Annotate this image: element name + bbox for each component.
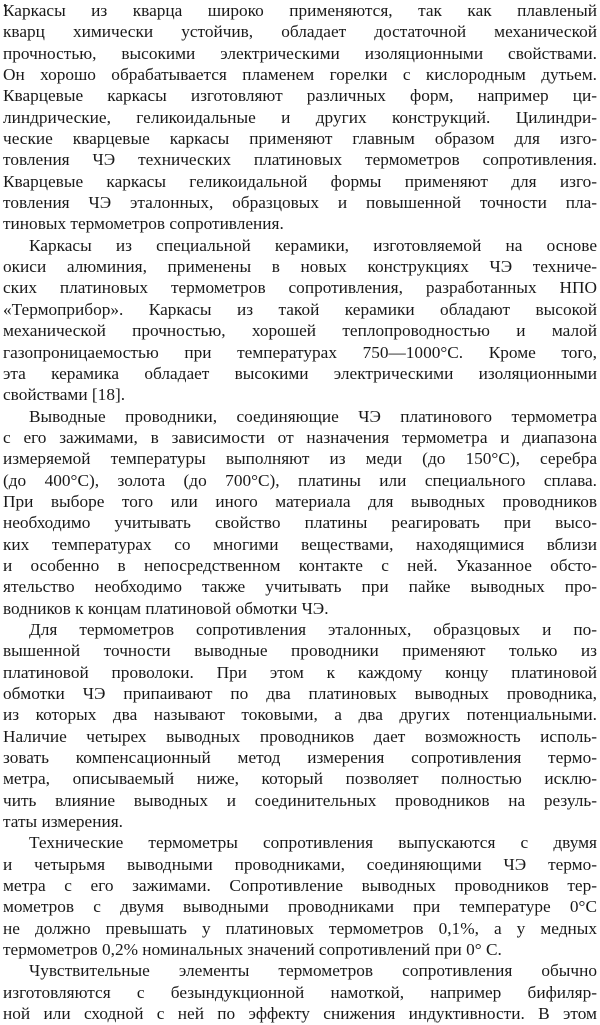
text-line: ческие кварцевые каркасы применяют главным образом для изго- <box>3 129 597 149</box>
text-line: ких температурах со многими веществами, находящимися вблизи <box>3 534 597 554</box>
text-line: метра с его зажимами. Сопротивление выводных проводников тер- <box>3 876 597 896</box>
text-line: Для термометров сопротивления эталонных, образцовых и по- <box>29 619 597 639</box>
text-line: ной или сходной с ней по эффекту снижения индуктивности. В этом <box>3 1004 597 1024</box>
text-line: из которых два называют токовыми, а два других потенциальными. <box>3 705 597 725</box>
text-line: товления ЧЭ эталонных, образцовых и повышенной точности пла- <box>3 193 597 213</box>
paragraph-technical-thermometers <box>3 832 597 960</box>
text-line: таты измерения. <box>3 812 123 832</box>
text-line: обмотки ЧЭ припаивают по два платиновых выводных проводника, <box>3 684 597 703</box>
text-line: измеряемой температуры выполняют из меди (до 150°С), серебра <box>3 449 597 469</box>
paragraph-lead-wires <box>3 406 597 619</box>
text-line: товления ЧЭ технических платиновых термометров сопротивления. <box>3 150 597 170</box>
text-line: Он хорошо обрабатывается пламенем горелки с кислородным дутьем. <box>3 65 597 85</box>
text-line: «Термоприбор». Каркасы из такой керамики обладают высокой <box>3 299 597 319</box>
text-line: не должно превышать у платиновых термометров 0,1%, а у медных <box>3 918 597 938</box>
paragraph-ceramic-frames <box>3 235 597 406</box>
text-line: свойствами [18]. <box>3 385 126 405</box>
text-line: и особенно в непосредственном контакте с ней. Указанное обсто- <box>3 555 597 575</box>
text-line: Каркасы из специальной керамики, изготовляемой на основе <box>29 235 597 255</box>
text-line: чить влияние выводных и соединительных проводников на резуль- <box>3 790 597 810</box>
text-line: с его зажимами, в зависимости от назначения термометра и диапазона <box>3 427 597 447</box>
text-line: При выборе того или иного материала для выводных проводников <box>3 491 597 511</box>
text-line: Чувствительные элементы термометров сопротивления обычно <box>29 961 597 981</box>
text-line: изготовляются с безындукционной намоткой, например бифиляр- <box>3 982 597 1002</box>
text-line: (до 400°С), золота (до 700°С), платины или специального сплава. <box>3 470 597 490</box>
text-line: Кварцевые каркасы геликоидальной формы применяют для изго- <box>3 171 597 191</box>
text-line: необходимо учитывать свойство платины реагировать при высо- <box>3 513 597 533</box>
paragraph-quartz-frames <box>3 0 597 235</box>
text-line: и четырьмя выводными проводниками, соединяющими ЧЭ термо- <box>3 854 597 874</box>
text-line: водников к концам платиновой обмотки ЧЭ. <box>3 598 329 618</box>
text-line: линдрические, геликоидальные и других конструкций. Цилиндри- <box>3 107 597 127</box>
text-line: газопроницаемостью при температурах 750—1000°С. Кроме того, <box>3 342 597 362</box>
text-line: Технические термометры сопротивления выпускаются с двумя <box>29 833 597 853</box>
text-line: тиновых термометров сопротивления. <box>3 214 284 234</box>
text-line: платиновой проволоки. При этом к каждому концу платиновой <box>3 662 597 682</box>
text-line: зовать компенсационный метод измерения сопротивления термо- <box>3 748 597 768</box>
paragraph-platinum-wires <box>3 619 597 832</box>
text-line: метра, описываемый ниже, который позволяет полностью исклю- <box>3 769 597 789</box>
text-line: Каркасы из кварца широко применяются, так как плавленый <box>3 1 597 20</box>
text-line: вышенной точности выводные проводники применяют только из <box>3 641 597 661</box>
text-line: мометров с двумя выводными проводниками при температуре 0°С <box>3 897 597 917</box>
text-line: ских платиновых термометров сопротивления, разработанных НПО <box>3 278 597 298</box>
text-line: кварц химически устойчив, обладает достаточной механической <box>3 22 597 42</box>
text-line: Выводные проводники, соединяющие ЧЭ платинового термометра <box>29 406 597 426</box>
text-line: термометров 0,2% номинальных значений сопротивлений при 0° С. <box>3 940 502 960</box>
text-line: эта керамика обладает высокими электрическими изоляционными <box>3 363 597 383</box>
paragraph-sensitive-elements <box>3 960 597 1024</box>
text-line: Наличие четырех выводных проводников дает возможность исполь- <box>3 726 597 746</box>
text-line: прочностью, высокими электрическими изоляционными свойствами. <box>3 43 597 63</box>
text-line: окиси алюминия, применены в новых конструкциях ЧЭ техниче- <box>3 257 597 277</box>
text-line: механической прочностью, хорошей теплопроводностью и малой <box>3 321 597 341</box>
text-line: Кварцевые каркасы изготовляют различных форм, например ци- <box>3 86 597 106</box>
text-line: ятельство необходимо также учитывать при пайке выводных про- <box>3 577 597 597</box>
document-page <box>3 0 597 1024</box>
